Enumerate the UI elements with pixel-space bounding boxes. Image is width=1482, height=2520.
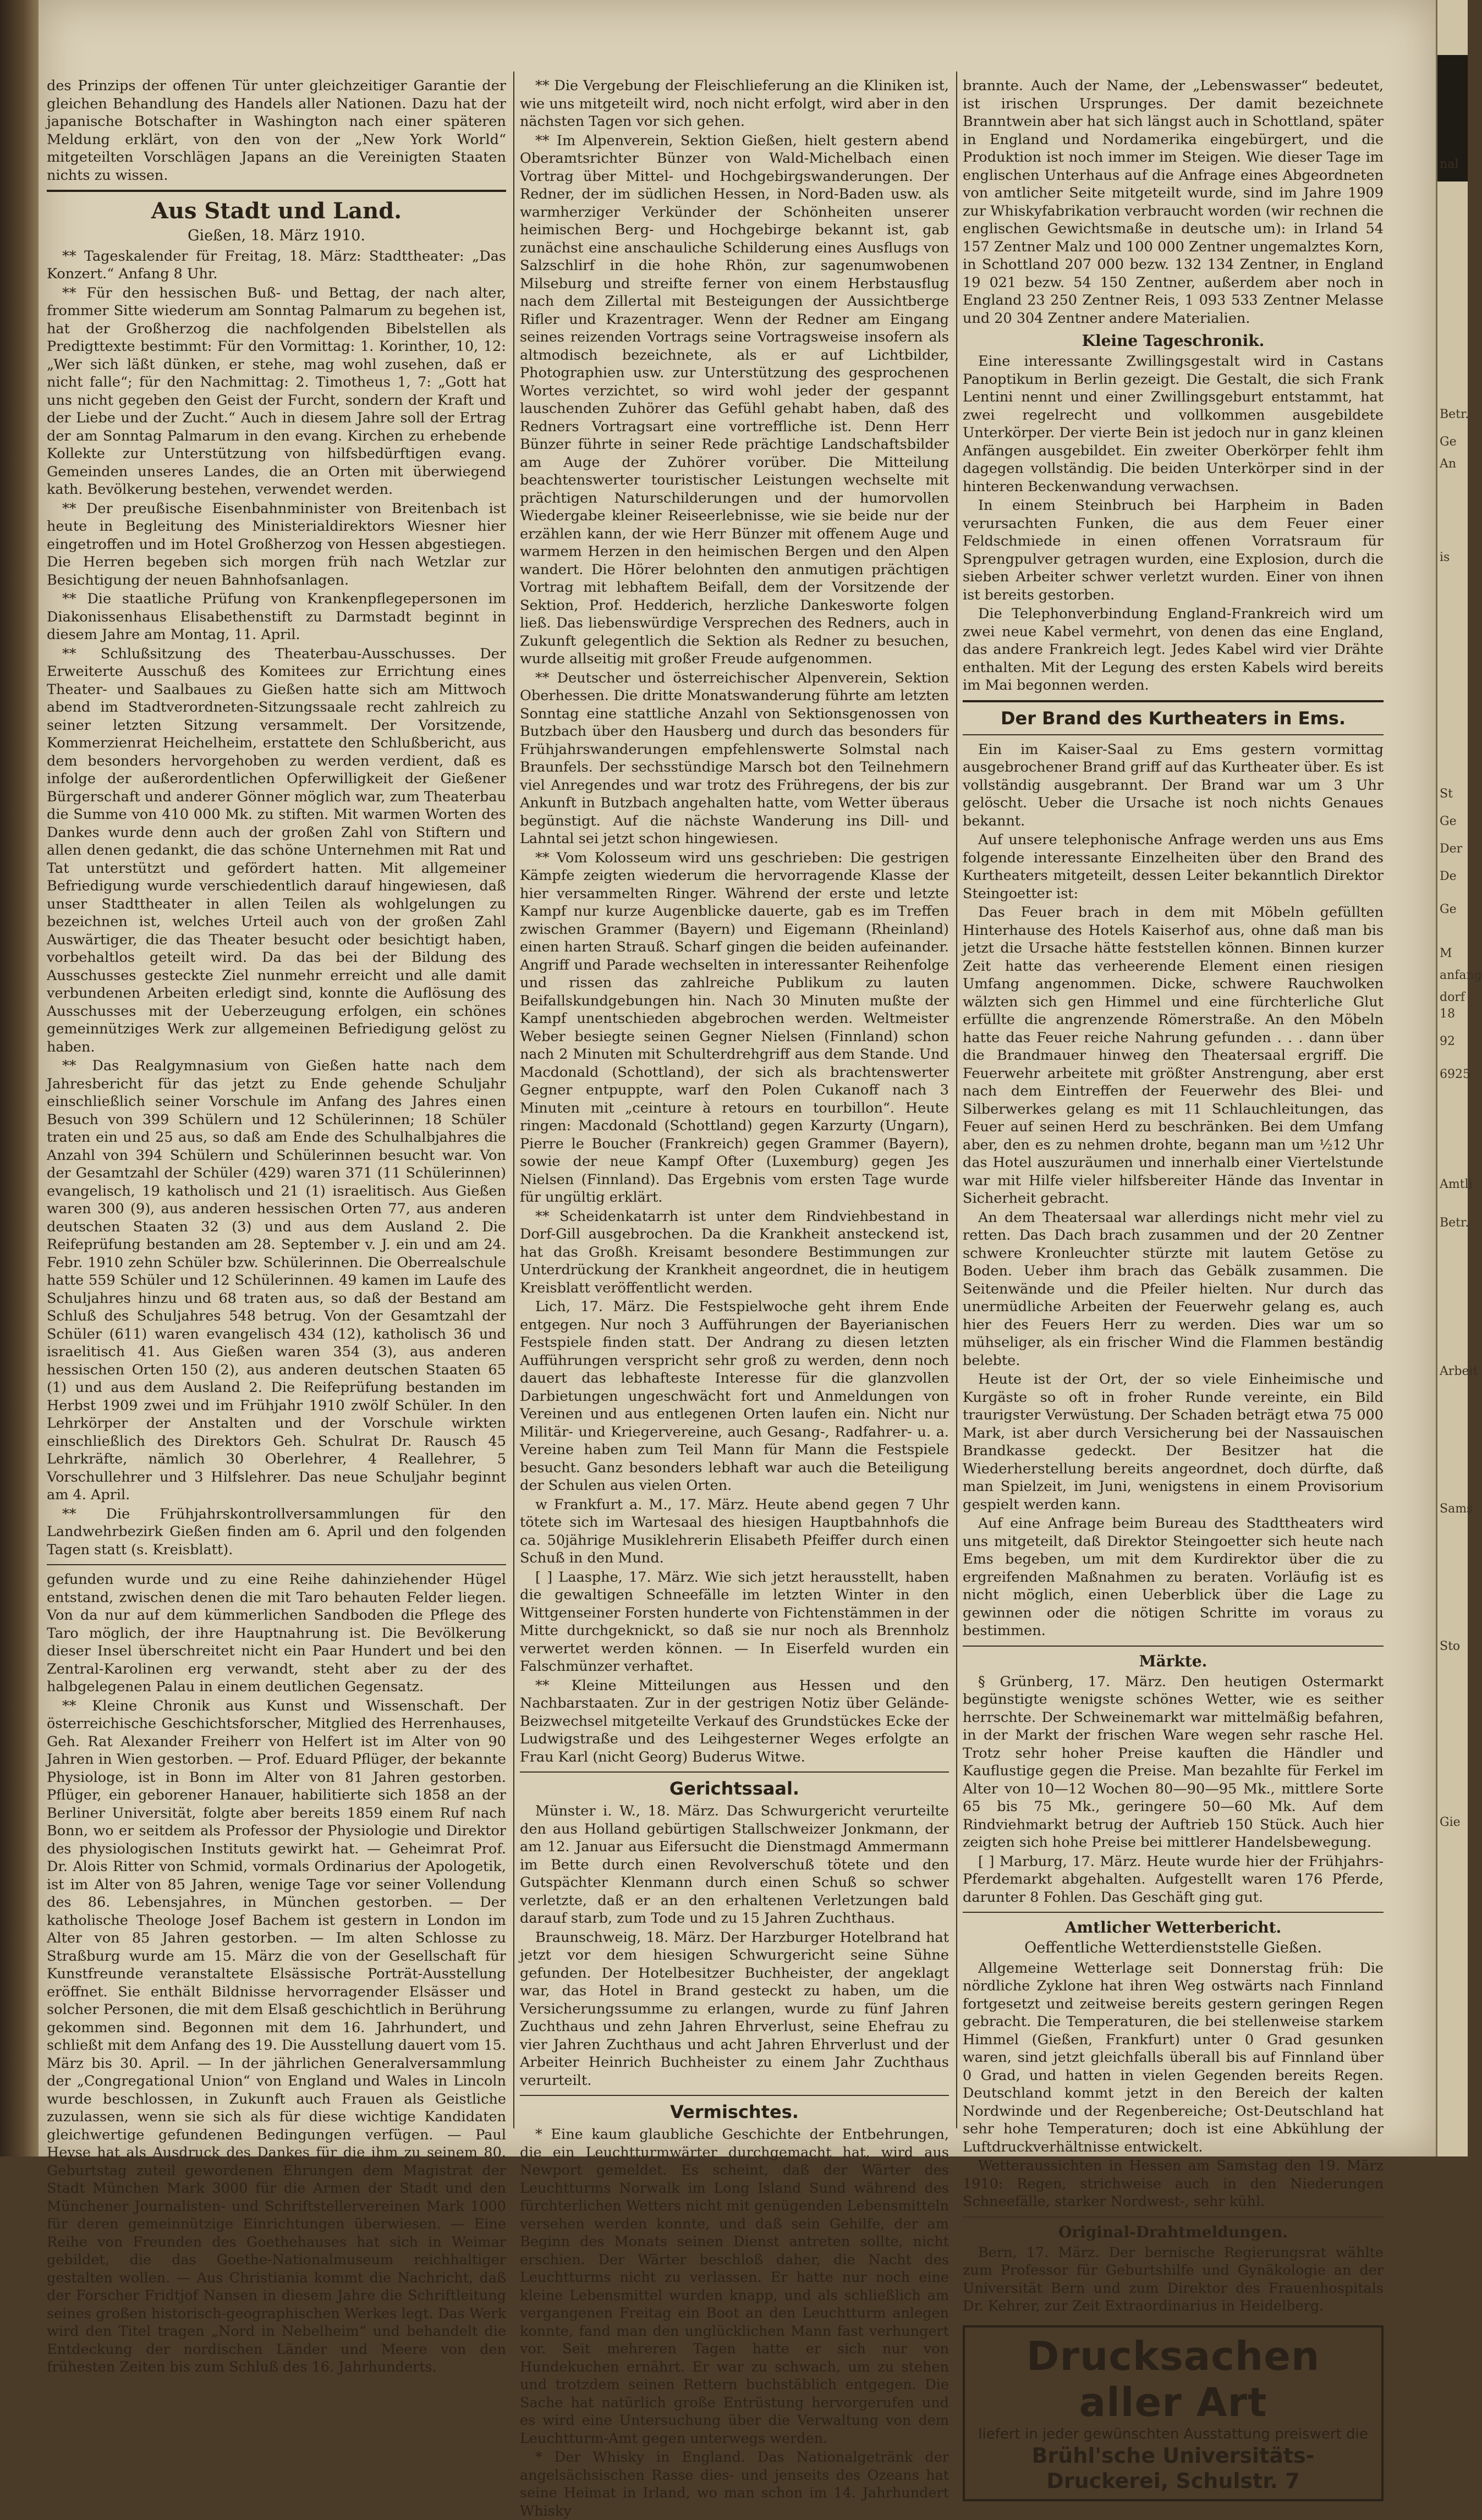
fragment: M bbox=[1440, 947, 1452, 960]
article-paragraph: w Frankfurt a. M., 17. März. Heute abend gegen 7 Uhr tötete sich im Wartesaal des hiesigen Hauptbahnhofs die ca. 50jährige Musiklehrerin Elisabeth Pfeiffer durch einen Schuß in den Mund. bbox=[520, 1496, 949, 1566]
divider bbox=[963, 1912, 1384, 1913]
divider bbox=[963, 2216, 1384, 2218]
article-paragraph: ** Die Frühjahrskontrollversammlungen für den Landwehrbezirk Gießen finden am 6. April und den folgenden Tagen statt (s. Kreisblatt). bbox=[47, 1505, 506, 1558]
article-paragraph: Auf eine Anfrage beim Bureau des Stadttheaters wird uns mitgeteilt, daß Direktor Steingoetter sich heute nach Ems begeben, um mit dem Kurdirektor über die zu ergreifenden Maßnahmen zu beraten. Vorläufig ist es nicht möglich, einen Ueberblick über die Lage zu gewinnen oder die nötigen Schritte im voraus zu bestimmen. bbox=[963, 1515, 1384, 1639]
article-paragraph: ** Kleine Chronik aus Kunst und Wissenschaft. Der österreichische Geschichtsforscher, Mitglied des Herrenhauses, Geh. Rat Alexander Freiherr von Helfert ist im Alter von 90 Jahren in Wien gestorben. — Prof. Eduard Pflüger, der bekannte Physiologe, ist in Bonn im Alter von 81 Jahren gestorben. Pflüger, ein geborener Hanauer, habilitierte sich 1858 an der Berliner Universität, folgte aber bereits 1859 einem Ruf nach Bonn, wo er seitdem als Professor der Physiologie und Direktor des physiologischen Instituts gewirkt hat. — Geheimrat Prof. Dr. Alois Ritter von Schmid, vormals Ordinarius der Apologetik, ist im Alter von 85 Jahren, wenige Tage vor seiner Vollendung des 86. Lebensjahres, in München gestorben. — Der katholische Theologe Josef Bachem ist gestern in London im Alter von 85 Jahren gestorben. — Im alten Schlosse zu Straßburg wurde am 15. März die von der Gesellschaft für Kunstfreunde veranstaltete Elsässische Porträt-Ausstellung eröffnet. Sie enthält Bildnisse hervorragender Elsässer und solcher Personen, die mit dem Elsaß geschichtlich in Berührung gekommen sind. Begonnen mit dem 16. Jahrhundert, und schließt mit dem Anfang des 19. Die Ausstellung dauert vom 15. März bis 30. April. — In der jährlichen Generalversammlung der „Congregational Union“ von England und Wales in Lincoln wurde beschlossen, in Zukunft auch Frauen als Geistliche zuzulassen, wenn sie sich als für diese wichtige Kandidaten gleichwertige gefundenen Bedingungen verfügen. — Paul Heyse hat als Ausdruck des Dankes für die ihm zu seinem 80. Geburtstag zuteil gewordenen Ehrungen dem Magistrat der Stadt München Mark 3000 für die Armen der Stadt und den Münchener Journalisten- und Schriftstellervereinen Mark 1000 für deren gemeinnützige Einrichtungen überwiesen. — Eine Reihe von Freunden des Goethehauses hat sich in Weimar gebildet, die das Goethe-Nationalmuseum reichhaltiger gestalten wollen. — Aus Christiania kommt die Nachricht, daß der Forscher Fridtjof Nansen in diesem Jahre die Schriftleitung seines großen historisch-geographischen Werkes legt. Das Werk wird den Titel tragen „Nord in Nebelheim“ und behandelt die Entdeckung der nordischen Länder und Meere von den frühesten Zeiten bis zum Schluß des 16. Jahrhunderts. bbox=[47, 1697, 506, 2375]
fragment: 92 bbox=[1440, 1035, 1455, 1048]
fragment: anfang bbox=[1440, 969, 1482, 982]
column-1 bbox=[47, 77, 506, 2375]
fragment: Gie bbox=[1440, 1815, 1461, 1829]
divider bbox=[963, 1646, 1384, 1647]
article-paragraph: * Eine kaum glaubliche Geschichte der Entbehrungen, die ein Leuchtturmwärter durchgemacht hat, wird aus Newport gemeldet. Es scheint, daß der Wärter des Leuchtturms Norwalk im Long Island Sund während des fürchterlichen Wetters nicht mit genügenden Lebensmitteln versehen werden konnte, und daß sein Gehilfe, der am Beginn des Monats seinen Dienst antreten sollte, nicht erschien. Der Wärter beschloß daher, die Nacht des Leuchtturms nicht zu verlassen. Er hatte nur noch eine kleine Lebensmittel wurden knapp, und als schließlich am vergangenen Freitag ein Boot an den Leuchtturm anlegen konnte, fand man den unglücklichen Mann fast verhungert vor. Seit mehreren Tagen hatte er sich nur von Hundekuchen ernährt. Er war zu schwach, um zu stehen und trotzdem seinen Rettern buchstäblich entgegen. Die Sache hat natürlich große Entrüstung hervorgerufen und es wird eine Untersuchung über die Verwaltung von dem Leuchtturm-Amt gegen unterwegs werden. bbox=[520, 2126, 949, 2447]
article-paragraph: Braunschweig, 18. März. Der Harzburger Hotelbrand hat jetzt vor dem hiesigen Schwurgericht seine Sühne gefunden. Der Hotelbesitzer Buchheister, der angeklagt war, das Hotel in Brand gesteckt zu haben, um die Versicherungssumme zu erlangen, wurde zu fünf Jahren Zuchthaus und zehn Jahren Ehrverlust, seine Ehefrau zu vier Jahren Zuchthaus und acht Jahren Ehrverlust und der Arbeiter Heinrich Buchheister zu einem Jahr Zuchthaus verurteilt. bbox=[520, 1929, 949, 2089]
fragment: Ge bbox=[1440, 815, 1457, 828]
fragment: Sto bbox=[1440, 1639, 1461, 1653]
article-paragraph: Münster i. W., 18. März. Das Schwurgericht verurteilte den aus Holland gebürtigen Stallschweizer Jonkmann, der am 12. Januar aus Eifersucht die Dienstmagd Ammermann im Bette durch einen Revolverschuß tötete und den Gutspächter Klenmann durch einen Schuß so schwer verletzte, daß er an den erhaltenen Verletzungen bald darauf starb, zum Tode und zu 15 Jahren Zuchthaus. bbox=[520, 1803, 949, 1927]
fragment: Betr. bbox=[1440, 408, 1469, 421]
article-paragraph: Lich, 17. März. Die Festspielwoche geht ihrem Ende entgegen. Nur noch 3 Aufführungen der Bayerianischen Festspiele finden statt. Der Andrang zu diesen letzten Aufführungen verspricht sehr groß zu werden, denn noch dauert das lebhafteste Interesse für die glanzvollen Darbietungen ungeschwächt fort und Anmeldungen von Vereinen und aus entlegenen Orten laufen ein. Nicht nur Militär- und Kriegervereine, auch Gesang-, Radfahrer- u. a. Vereine haben zum Teil Mann für Mann die Festspiele besucht. Ganz besonders lebhaft war auch die Beteiligung der Schulen aus vielen Orten. bbox=[520, 1298, 949, 1494]
article-paragraph: ** Die Vergebung der Fleischlieferung an die Kliniken ist, wie uns mitgeteilt wird, noch nicht erfolgt, wird aber in den nächsten Tagen vor sich gehen. bbox=[520, 78, 949, 130]
article-paragraph: ** Scheidenkatarrh ist unter dem Rindviehbestand in Dorf-Gill ausgebrochen. Da die Krankheit ansteckend ist, hat das Großh. Kreisamt besondere Bestimmungen zur Unterdrückung der Krankheit angeordnet, die in heutigem Kreisblatt veröffentlicht werden. bbox=[520, 1208, 949, 1296]
fragment: Ge bbox=[1440, 435, 1457, 449]
article-paragraph: ** Die staatliche Prüfung von Krankenpflegepersonen im Diakonissenhaus Elisabethenstift zu Darmstadt beginnt in diesem Jahre am Montag, 11. April. bbox=[47, 591, 506, 643]
article-paragraph: Auf unsere telephonische Anfrage werden uns aus Ems folgende interessante Einzelheiten über den Brand des Kurtheaters mitgeteilt, dessen Leiter bekanntlich Direktor Steingoetter ist: bbox=[963, 832, 1384, 902]
ad-headline: Drucksachen aller Art bbox=[1026, 2332, 1320, 2425]
fragment: Arbeit bbox=[1440, 1364, 1478, 1378]
section-title-brand-kurtheater: Der Brand des Kurtheaters in Ems. bbox=[1000, 707, 1346, 729]
printing-advertisement bbox=[963, 2325, 1384, 2501]
column-rule-2 bbox=[956, 71, 957, 2128]
divider bbox=[520, 2095, 949, 2096]
divider bbox=[963, 700, 1384, 702]
article-paragraph: An dem Theatersaal war allerdings nicht mehr viel zu retten. Das Dach brach zusammen und der 20 Zentner schwere Kronleuchter stürzte mit lautem Getöse zu Boden. Ueber ihm brach das Gebälk zusammen. Die Seitenwände und die Pfeiler hielten. Nur durch das unermüdliche Arbeiten der Feuerwehr gelang es, auch hier des Feuers Herr zu werden. Dies war um so mühseliger, als ein frischer Wind die Flammen beständig belebte. bbox=[963, 1209, 1384, 1369]
article-paragraph: ** Das Realgymnasium von Gießen hatte nach dem Jahresbericht für das jetzt zu Ende gehende Schuljahr einschließlich seiner Vorschule im Anfang des Jahres einen Besuch von 399 Schülern und 12 Schülerinnen; 18 Schüler traten ein und 25 aus, so daß am Ende des Schulhalbjahres die Anzahl von 394 Schülern und Schülerinnen besucht war. Von der Gesamtzahl der Schüler (429) waren 371 (11 Schülerinnen) evangelisch, 19 katholisch und 21 (1) israelitisch. Aus Gießen waren 300 (9), aus anderen hessischen Orten 77, aus anderen deutschen Staaten 32 (3) und aus dem Ausland 2. Die Reifeprüfung bestanden am 28. September v. J. ein und am 24. Febr. 1910 zehn Schüler bzw. Schülerinnen. Die Oberrealschule hatte 559 Schüler und 12 Schülerinnen. 49 kamen im Laufe des Schuljahres hinzu und 68 traten aus, so daß der Bestand am Schluß des Schuljahres 548 betrug. Von der Gesamtzahl der Schüler (611) waren evangelisch 434 (12), katholisch 36 und israelitisch 41. Aus Gießen waren 354 (3), aus anderen hessischen Orten 150 (2), aus anderen deutschen Staaten 65 (1) und aus dem Ausland 2. Die Reifeprüfung bestanden im Herbst 1909 zwei und im Frühjahr 1910 zwölf Schüler. In den Lehrkörper der Anstalten und der Vorschule wirkten einschließlich des Direktors Geh. Schulrat Dr. Rausch 45 Lehrkräfte, nämlich 30 Oberlehrer, 4 Reallehrer, 5 Vorschullehrer und 3 Hilfslehrer. Das neue Schuljahr beginnt am 4. April. bbox=[47, 1058, 506, 1503]
article-paragraph: ** Im Alpenverein, Sektion Gießen, hielt gestern abend Oberamtsrichter Bünzer von Wald-Michelbach einen Vortrag über Mittel- und Hochgebirgswanderungen. Der Redner, der im südlichen Hessen, in Nord-Baden usw. als warmherziger Verkünder der Schönheiten unserer heimischen Berg- und Hochgebirge bekannt ist, gab zunächst eine anschauliche Schilderung eines Ausflugs von Salzschlirf in die hohe Rhön, zur sagenumwobenen Milseburg und streifte ferner von einem Herbstausflug nach dem Zillertal mit Besteigungen der Aussichtberge Rifler und Krazentrager. Wenn der Redner am Eingang seines reizenden Vortrags seine Vortragsweise insofern als altmodisch bezeichnete, als er auf Lichtbilder, Photographien usw. zur Unterstützung des gesprochenen Wortes verzichtet, so wird wohl jeder der gespannt lauschenden Zuhörer das Gefühl gehabt haben, daß des Redners Vortragsart eine vortreffliche ist. Denn Herr Bünzer führte in seiner Rede prächtige Landschaftsbilder am Auge der Zuhörer vorüber. Die Mitteilung beachtenswerter touristischer Leistungen wechselte mit prächtigen Naturschilderungen und der humorvollen Wiedergabe kleiner Reiseerlebnisse, wie sie beide nur der erzählen kann, der wie Herr Bünzer mit offenem Auge und warmem Herzen in den heimischen Bergen und den Alpen wandert. Die Hörer belohnten den anmutigen prächtigen Vortrag mit lebhaftem Beifall, dem der Vorsitzende der Sektion, Prof. Hedderich, herzliche Dankesworte folgen ließ. Das liebenswürdige Versprechen des Redners, auch in Zukunft gelegentlich die Sektion als Redner zu besuchen, wurde allseitig mit großer Freude aufgenommen. bbox=[520, 132, 949, 667]
article-paragraph: In einem Steinbruch bei Harpheim in Baden verursachten Funken, die aus dem Feuer einer Feldschmiede in einen offenen Vorratsraum für Sprengpulver getragen wurden, eine Explosion, durch die sieben Arbeiter schwer verletzt wurden. Einer von ihnen ist bereits gestorben. bbox=[963, 497, 1384, 603]
section-title-drahtmeldungen: Original-Drahtmeldungen. bbox=[1058, 2222, 1288, 2241]
fragment: nal bbox=[1440, 157, 1459, 171]
divider bbox=[963, 734, 1384, 735]
section-title-kleine-tageschronik: Kleine Tageschronik. bbox=[1082, 332, 1265, 350]
fragment: Sams bbox=[1440, 1502, 1473, 1516]
article-paragraph: Ein im Kaiser-Saal zu Ems gestern vormittag ausgebrochener Brand griff auf das Kurtheater über. Es ist vollständig ausgebrannt. Der Brand war um 3 Uhr gelöscht. Ueber die Ursache ist noch nichts Genaues bekannt. bbox=[963, 741, 1384, 829]
section-title-gerichtssaal: Gerichtssaal. bbox=[669, 1778, 800, 1799]
dateline: Gießen, 18. März 1910. bbox=[187, 227, 366, 244]
fragment: De bbox=[1440, 870, 1457, 883]
article-paragraph: ** Kleine Mitteilungen aus Hessen und den Nachbarstaaten. Zur in der gestrigen Notiz über Gelände-Beizwechsel mitgeteilte Verkauf des Grundstückes Ecke der Ludwigstraße und des Leihgesterner Weges erfolgte an Frau Karl (nicht Georg) Buderus Witwe. bbox=[520, 1677, 949, 1765]
article-paragraph: [ ] Laasphe, 17. März. Wie sich jetzt herausstellt, haben die gewaltigen Schneefälle im letzten Winter in den Wittgenseiner Forsten hunderte von Fichtenstämmen in der Mitte durchgeknickt, so daß sie nur noch als Brennholz verwertet werden können. — In Eiserfeld wurden ein Falschmünzer verhaftet. bbox=[520, 1569, 949, 1675]
column-3 bbox=[963, 77, 1384, 2493]
fragment: Amtli bbox=[1440, 1178, 1473, 1191]
fragment: 6925 bbox=[1440, 1068, 1470, 1081]
article-paragraph: ** Vom Kolosseum wird uns geschrieben: Die gestrigen Kämpfe zeigten wiederum die hervorragende Klasse der hier versammelten Ringer. Während der erste und letzte Kampf nur kurze Augenblicke dauerte, gab es im Treffen zwischen Grammer (Bayern) und Eigemann (Rheinland) einen harten Strauß. Scharf gingen die beiden aufeinander. Angriff und Parade wechselten in interessanter Reihenfolge und rissen das zahlreiche Publikum zu lauten Beifallskundgebungen hin. Nach 30 Minuten mußte der Kampf unentschieden abgebrochen werden. Weltmeister Weber besiegte seinen Gegner Nielsen (Finnland) schon nach 2 Minuten mit Schulterdrehgriff aus dem Stande. Und Macdonald (Schottland), der sich als brachtenswerter Gegner entpuppte, warf den Polen Cukanoff nach 3 Minuten mit „ceinture à retours en tourbillon“. Heute ringen: Macdonald (Schottland) gegen Karzurty (Ungarn), Pierre le Boucher (Frankreich) gegen Grammer (Bayern), sowie der neue Kampf Ofter (Luxemburg) gegen Jes Nielsen (Finnland). Das Ergebnis vom ersten Tage wurde für ungültig erklärt. bbox=[520, 849, 949, 1206]
fragment: 18 bbox=[1440, 1007, 1455, 1021]
section-title-vermischtes: Vermischtes. bbox=[670, 2101, 799, 2122]
article-paragraph: Bern, 17. März. Der bernische Regierungsrat wählte zum Professor für Geburtshilfe und Gynäkologie an der Universität Bern und zum Direktor des Frauenhospitals Dr. Kehrer, zur Zeit Extraordinarius in Heidelberg. bbox=[963, 2244, 1384, 2314]
article-paragraph: ** Der preußische Eisenbahnminister von Breitenbach ist heute in Begleitung des Ministerialdirektors Wiesner hier eingetroffen und im Hotel Großherzog von Hessen abgestiegen. Die Herren begeben sich morgen früh nach Wetzlar zur Besichtigung der neuen Bahnhofsanlagen. bbox=[47, 500, 506, 588]
section-title-aus-stadt-und-land: Aus Stadt und Land. bbox=[151, 198, 402, 224]
fragment: is bbox=[1440, 551, 1450, 564]
article-paragraph: [ ] Marburg, 17. März. Heute wurde hier der Frühjahrs-Pferdemarkt abgehalten. Aufgestellt waren 176 Pferde, darunter 8 Fohlen. Das Geschäft ging gut. bbox=[963, 1853, 1384, 1906]
article-paragraph: ** Schlußsitzung des Theaterbau-Ausschusses. Der Erweiterte Ausschuß des Komitees zur Errichtung eines Theater- und Saalbaues zu Gießen hatte sich am Mittwoch abend im Stadtverordneten-Sitzungssaale recht zahlreich zu seiner letzten Sitzung versammelt. Der Vorsitzende, Kommerzienrat Heichelheim, erstattete den Schlußbericht, aus dem besonders hervorgehoben zu werden verdient, daß es infolge der außerordentlichen Opferwilligkeit der Gießener Bürgerschaft und anderer Gönner möglich war, zum Theaterbau die Summe von 410 000 Mk. zu stiften. Mit warmen Worten des Dankes wurde denn auch der großen Zahl von Stiftern und allen denen gedankt, die das schöne Unternehmen mit Rat und Tat unterstützt und gefördert hatten. Mit allgemeiner Befriedigung wurde verschiedentlich darauf hingewiesen, daß unser Stadttheater in allen Teilen als wohlgelungen zu bezeichnen ist, welches Urteil auch von der großen Zahl Auswärtiger, die das Theater besucht oder besichtigt haben, vorbehaltlos geteilt wird. Da das bei der Bildung des Ausschusses gesteckte Ziel nunmehr erreicht und alle damit verbundenen Arbeiten erledigt sind, konnte die Auflösung des Ausschusses mit der Ueberzeugung erfolgen, ein schönes gemeinnütziges Werk zur allgemeinen Befriedigung gelöst zu haben. bbox=[47, 645, 506, 1055]
article-paragraph: Eine interessante Zwillingsgestalt wird in Castans Panoptikum in Berlin gezeigt. Die Gestalt, die sich Frank Lentini nennt und einer Zwillingsgeburt entstammt, hat zwei regelrecht und vollkommen ausgebildete Unterkörper. Der vierte Bein ist jedoch nur in ganz kleinen Anfängen ausgebildet. Ein zweiter Oberkörper fehlt ihm dagegen vollständig. Die beiden Unterkörper sind in der hinteren Beckenwandung verwachsen. bbox=[963, 353, 1384, 495]
divider bbox=[47, 190, 506, 192]
article-paragraph: Wetteraussichten in Hessen am Samstag den 19. März 1910: Regen, strichweise auch in den Niederungen Schneefälle, starker Nordwest-, sehr kühl. bbox=[963, 2158, 1384, 2210]
article-paragraph: § Grünberg, 17. März. Den heutigen Ostermarkt begünstigte wenigste schönes Wetter, wie es seither herrschte. Der Schweinemarkt war mittelmäßig befahren, in der Markt der frischen Ware wegen sehr rasche Hel. Trotz sehr hoher Preise kauften die Händler und Kauflustige gegen die Preise. Man bezahlte für Ferkel im Alter von 10—12 Wochen 80—90—95 Mk., mittlere Sorte 65 bis 75 Mk., geringere 50—60 Mk. Auf dem Rindviehmarkt betrug der Auftrieb 150 Stück. Auch hier zeigten sich hohe Preise bei mittlerer Handelsbewegung. bbox=[963, 1673, 1384, 1851]
article-paragraph: * Der Whisky in England. Das Nationalgetränk der angelsächsischen Rasse dies- und jenseits des Ozeans hat seine Heimat in Irland, wo man schon im 14. Jahrhundert Whisky bbox=[520, 2449, 949, 2519]
col3-intro: brannte. Auch der Name, der „Lebenswasser“ bedeutet, ist irischen Ursprunges. Der damit bezeichnete Branntwein aber hat sich längst auch in Schottland, später in England und Nordamerika eingebürgert, und die Produktion ist noch immer im Steigen. Wie dieser Tage im englischen Unterhaus auf die Anfrage eines Abgeordneten von amtlicher Seite mitgeteilt wurde, sind im Jahre 1909 zur Whiskyfabrikation verbraucht worden (wir rechnen die englischen Gewichtsmaße in deutsche um): in Irland 54 157 Zentner Malz und 100 000 Zentner ungemalztes Korn, in Schottland 207 000 bezw. 132 134 Zentner, in England 19 021 bezw. 54 150 Zentner, außerdem aber noch in England 23 250 Zentner Reis, 1 093 533 Zentner Melasse und 20 304 Zentner andere Materialien. bbox=[963, 78, 1384, 327]
article-paragraph: ** Für den hessischen Buß- und Bettag, der nach alter, frommer Sitte wiederum am Sonntag Palmarum zu begehen ist, hat der Großherzog die nachfolgenden Bibelstellen als Predigttexte bestimmt: Für den Vormittag: 1. Korinther, 10, 12: „Wer sich läßt dünken, er stehe, mag wohl zusehen, daß er nicht falle“; für den Nachmittag: 2. Timotheus 1, 7: „Gott hat uns nicht gegeben den Geist der Furcht, sondern der Kraft und der Liebe und der Zucht.“ Auch in diesem Jahre soll der Ertrag der am Sonntag Palmarum in den evang. Kirchen zu erhebende Kollekte zur Unterstützung von hilfsbedürftigen evang. Gemeinden unseres Landes, die an Orten mit überwiegend kath. Bevölkerung bestehen, verwendet werden. bbox=[47, 284, 506, 498]
fragment: Ge bbox=[1440, 903, 1457, 916]
col1-intro: des Prinzips der offenen Tür unter gleichzeitiger Garantie der gleichen Behandlung des Handels aller Nationen. Dazu hat der japanische Botschafter in Washington nach einer späteren Meldung erklärt, von den von der „New York World“ mitgeteilten Vorschlägen Japans an die Vereinigten Staaten nichts zu wissen. bbox=[47, 78, 506, 184]
facing-page-edge bbox=[1436, 0, 1482, 2156]
weather-subtitle: Oeffentliche Wetterdienststelle Gießen. bbox=[1024, 1939, 1322, 1956]
book-spine bbox=[0, 0, 39, 2156]
article-paragraph: ** Tageskalender für Freitag, 18. März: Stadttheater: „Das Konzert.“ Anfang 8 Uhr. bbox=[47, 247, 506, 282]
divider bbox=[520, 1771, 949, 1773]
ad-firm: Brühl'sche Universitäts-Druckerei, Schulstr. 7 bbox=[1031, 2443, 1315, 2493]
column-2 bbox=[520, 77, 949, 2519]
fragment: An bbox=[1440, 457, 1457, 471]
ad-tagline: liefert in jeder gewünschten Ausstattung preiswert die bbox=[978, 2425, 1368, 2442]
article-paragraph: gefunden wurde und zu eine Reihe dahinziehender Hügel entstand, zwischen denen die mit Taro behauten Felder liegen. Von da nur auf dem kümmerlichen Sandboden die Pflege des Taro möglich, der ihre Hauptnahrung ist. Die Bevölkerung dieser Insel überschreitet nicht ein Paar Hundert und bei den Zentral-Karolinen erg verwandt, steht aber zu der des halbgelegenen Palau in einem deutlichen Gegensatz. bbox=[47, 1571, 506, 1695]
fragment: dorf bbox=[1440, 991, 1465, 1004]
article-paragraph: Heute ist der Ort, der so viele Einheimische und Kurgäste so oft in froher Runde vereinte, ein Bild traurigster Verwüstung. Der Schaden beträgt etwa 75 000 Mark, ist aber durch Versicherung bei der Nassauischen Brandkasse gedeckt. Der Besitzer hat die Wiederherstellung bereits angeordnet, doch dürfte, daß man Spielzeit, im Juni, wenigstens in einem Provisorium gespielt werden kann. bbox=[963, 1371, 1384, 1513]
section-title-maerkte: Märkte. bbox=[1139, 1652, 1207, 1670]
article-paragraph: Das Feuer brach in dem mit Möbeln gefüllten Hinterhause des Hotels Kaiserhof aus, ohne daß man bis jetzt die Ursache hätte feststellen können. Binnen kurzer Zeit hatte das verheerende Element einen riesigen Umfang angenommen. Dicke, schwere Rauchwolken wälzten sich gen Himmel und eine fürchterliche Glut erfüllte die angrenzende Römerstraße. An den Möbeln hatte das Feuer reiche Nahrung gefunden . . . dann über die Brandmauer hinweg den Theatersaal ergriff. Die Feuerwehr arbeitete mit größter Anstrengung, aber erst nach dem Eintreffen der Feuerwehr des Blei- und Silberwerkes gelang es mit 11 Schlauchleitungen, das Feuer auf seinen Herd zu beschränken. Bei dem Umfang aber, den es zu nehmen drohte, begann man um ½12 Uhr das Hotel auszuräumen und innerhalb einer Viertelstunde war mit Hilfe vieler hilfsbereiter Hände das Inventar in Sicherheit gebracht. bbox=[963, 904, 1384, 1207]
article-paragraph: Die Telephonverbindung England-Frankreich wird um zwei neue Kabel vermehrt, von denen das eine England, das andere Frankreich legt. Jedes Kabel wird vier Drähte enthalten. Mit der Legung des ersten Kabels wird bereits im Mai begonnen werden. bbox=[963, 606, 1384, 694]
divider bbox=[47, 1564, 506, 1565]
column-rule-1 bbox=[513, 71, 514, 2128]
fragment: St bbox=[1440, 787, 1453, 801]
fragment: Der bbox=[1440, 842, 1463, 856]
fragment: Betr. bbox=[1440, 1216, 1469, 1230]
article-paragraph: ** Deutscher und österreichischer Alpenverein, Sektion Oberhessen. Die dritte Monatswanderung führte am letzten Sonntag eine stattliche Anzahl von Sektionsgenossen von Butzbach über den Hausberg und durch das besonders für Frühjahrswanderungen empfehlenswerte Solmstal nach Braunfels. Der sechsstündige Marsch bot den Teilnehmern viel Anregendes und war trotz des Frühregens, der bis zur Ankunft in Butzbach angehalten hatte, vom Wetter überaus begünstigt. Auf die nächste Wanderung ins Dill- und Lahntal sei jetzt schon hingewiesen. bbox=[520, 669, 949, 847]
section-title-wetterbericht: Amtlicher Wetterbericht. bbox=[1064, 1918, 1282, 1936]
article-paragraph: Allgemeine Wetterlage seit Donnerstag früh: Die nördliche Zyklone hat ihren Weg ostwärts nach Finnland fortgesetzt und zeitweise bereits gestern geringen Regen gebracht. Die Temperaturen, die bei stellenweise starkem Himmel (Gießen, Frankfurt) unter 0 Grad gesunken waren, sind jetzt gleichfalls überall bis auf Finnland über 0 Grad, und hatten in vielen Gegenden bereits Regen. Deutschland kommt jetzt in den Bereich der kalten Nordwinde und der Regenbereiche; Ost-Deutschland hat sehr hohe Temperaturen; doch ist eine Abkühlung der Luftdruckverhältnisse entwickelt. bbox=[963, 1960, 1384, 2155]
